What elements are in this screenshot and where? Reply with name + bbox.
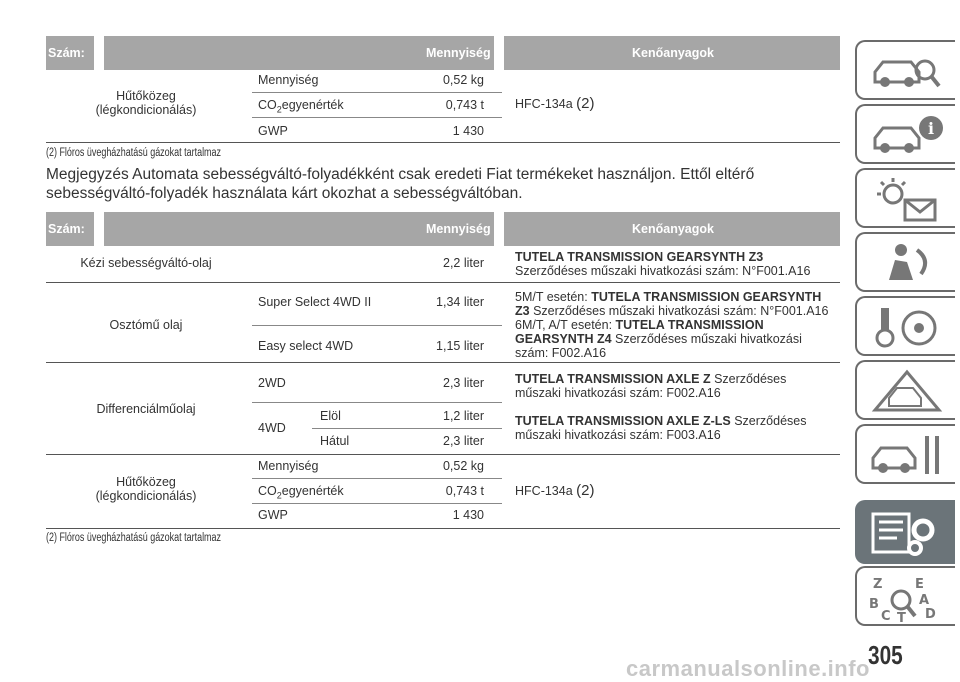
coolant-row-label-co2: $CO_2egyenérték$ [258,484,344,501]
header-lub: Kenőanyagok [632,222,714,236]
header-no: Szám: [48,46,85,60]
header-lub: Kenőanyagok [632,46,714,60]
car-search-icon [867,48,947,94]
warning-triangle-icon [867,368,947,414]
header-qty: Mennyiség [426,46,491,60]
car-tools-icon [867,432,947,478]
svg-text:C: C [881,609,891,624]
coolant-row-value: 0,743 t [445,484,484,498]
t1-row-label: GWP [258,124,288,138]
tab-specs[interactable] [855,500,955,564]
footnote: (2) Flóros üvegházhatású gázokat tartalmaz [46,532,222,544]
tab-key-steering[interactable] [855,296,955,356]
tab-car-tools[interactable] [855,424,955,484]
diff-4wd-row-value: 1,2 liter [443,409,484,423]
footnote: (2) Flóros üvegházhatású gázokat tartalmaz [46,147,222,159]
tab-airbag-person[interactable] [855,232,955,292]
tab-car-info[interactable] [855,104,955,164]
svg-text:T: T [897,611,906,624]
transfer-row-label: Super Select 4WD II [258,295,372,309]
table1-header [46,36,840,70]
t1-row-value: 0,743 t [445,98,484,112]
transfer-row-value: 1,34 liter [436,295,484,309]
svg-text:A: A [919,593,930,608]
transfer-item: Osztómű olaj [109,318,183,332]
coolant-item-line2: (légkondicionálás) [95,489,197,503]
coolant-row-value: 1 430 [452,508,484,522]
transfer-lubricant: 5M/T esetén: TUTELA TRANSMISSION GEARSYNTH Z3 Szerződéses műszaki hivatkozási szám: N°F001.A16 6M/T, A/T esetén: TUTELA TRANSMISSION GEARSYNTH Z4 Szerződéses műszaki hivatkozási szám: F002.A16 [515,290,829,360]
diff-2wd-lubricant: TUTELA TRANSMISSION AXLE Z Szerződéses műszaki hivatkozási szám: F002.A16 [515,372,787,400]
diff-4wd-label: 4WD [258,421,286,435]
svg-text:i: i [928,119,935,138]
car-info-icon [867,112,947,158]
tab-warning-triangle[interactable] [855,360,955,420]
tab-alphabet-index[interactable] [855,566,955,626]
manual-lubricant: TUTELA TRANSMISSION GEARSYNTH Z3 Szerződéses műszaki hivatkozási szám: N°F001.A16 [515,250,811,278]
tab-car-search[interactable] [855,40,955,100]
t1-lubricant: HFC-134a (2) [515,95,595,112]
t1-row-value: 1 430 [452,124,484,138]
diff-item: Differenciálműolaj [96,402,196,416]
diff-4wd-row-value: 2,3 liter [443,434,484,448]
header-no: Szám: [48,222,85,236]
warning-lights-icon [867,176,947,222]
manual-item: Kézi sebességváltó-olaj [80,256,212,270]
header-qty: Mennyiség [426,222,491,236]
t1-item-line1: Hűtőközeg [116,89,176,103]
table2-header [46,212,840,246]
transfer-row-label: Easy select 4WD [258,339,354,353]
alphabet-index-icon [867,574,947,624]
t1-row-label-co2: $CO_2egyenérték$ [258,98,344,115]
coolant-row-label: GWP [258,508,288,522]
coolant-row-label: Mennyiség [258,459,319,473]
key-steering-icon [867,304,947,350]
transfer-row-value: 1,15 liter [436,339,484,353]
manual-value: 2,2 liter [443,256,484,270]
t1-row-value: 0,52 kg [442,73,484,87]
note-paragraph: Megjegyzés Automata sebességváltó-folyadékként csak eredeti Fiat termékeket használjon. Ettől eltérő sebességváltó-folyadék használata kárt okozhat a sebességváltóban. [46,166,755,202]
svg-text:Z: Z [873,577,883,592]
airbag-person-icon [867,240,947,286]
specs-gear-icon [867,508,947,558]
diff-2wd-label: 2WD [258,376,286,390]
t1-item-line2: (légkondicionálás) [95,103,197,117]
watermark: carmanualsonline.info [626,656,870,681]
diff-4wd-lubricant: TUTELA TRANSMISSION AXLE Z-LS Szerződéses műszaki hivatkozási szám: F003.A16 [515,414,807,442]
diff-4wd-row-label: Hátul [320,434,350,448]
coolant-row-value: 0,52 kg [442,459,484,473]
svg-text:E: E [915,577,924,592]
t1-row-label: Mennyiség [258,73,319,87]
tab-warning-lights[interactable] [855,168,955,228]
page-number: 305 [868,640,903,670]
coolant-lubricant: HFC-134a (2) [515,482,595,499]
svg-text:B: B [869,597,879,612]
diff-4wd-row-label: Elöl [320,409,341,423]
diff-2wd-value: 2,3 liter [443,376,484,390]
coolant-item-line1: Hűtőközeg [116,475,176,489]
svg-text:D: D [925,607,936,622]
